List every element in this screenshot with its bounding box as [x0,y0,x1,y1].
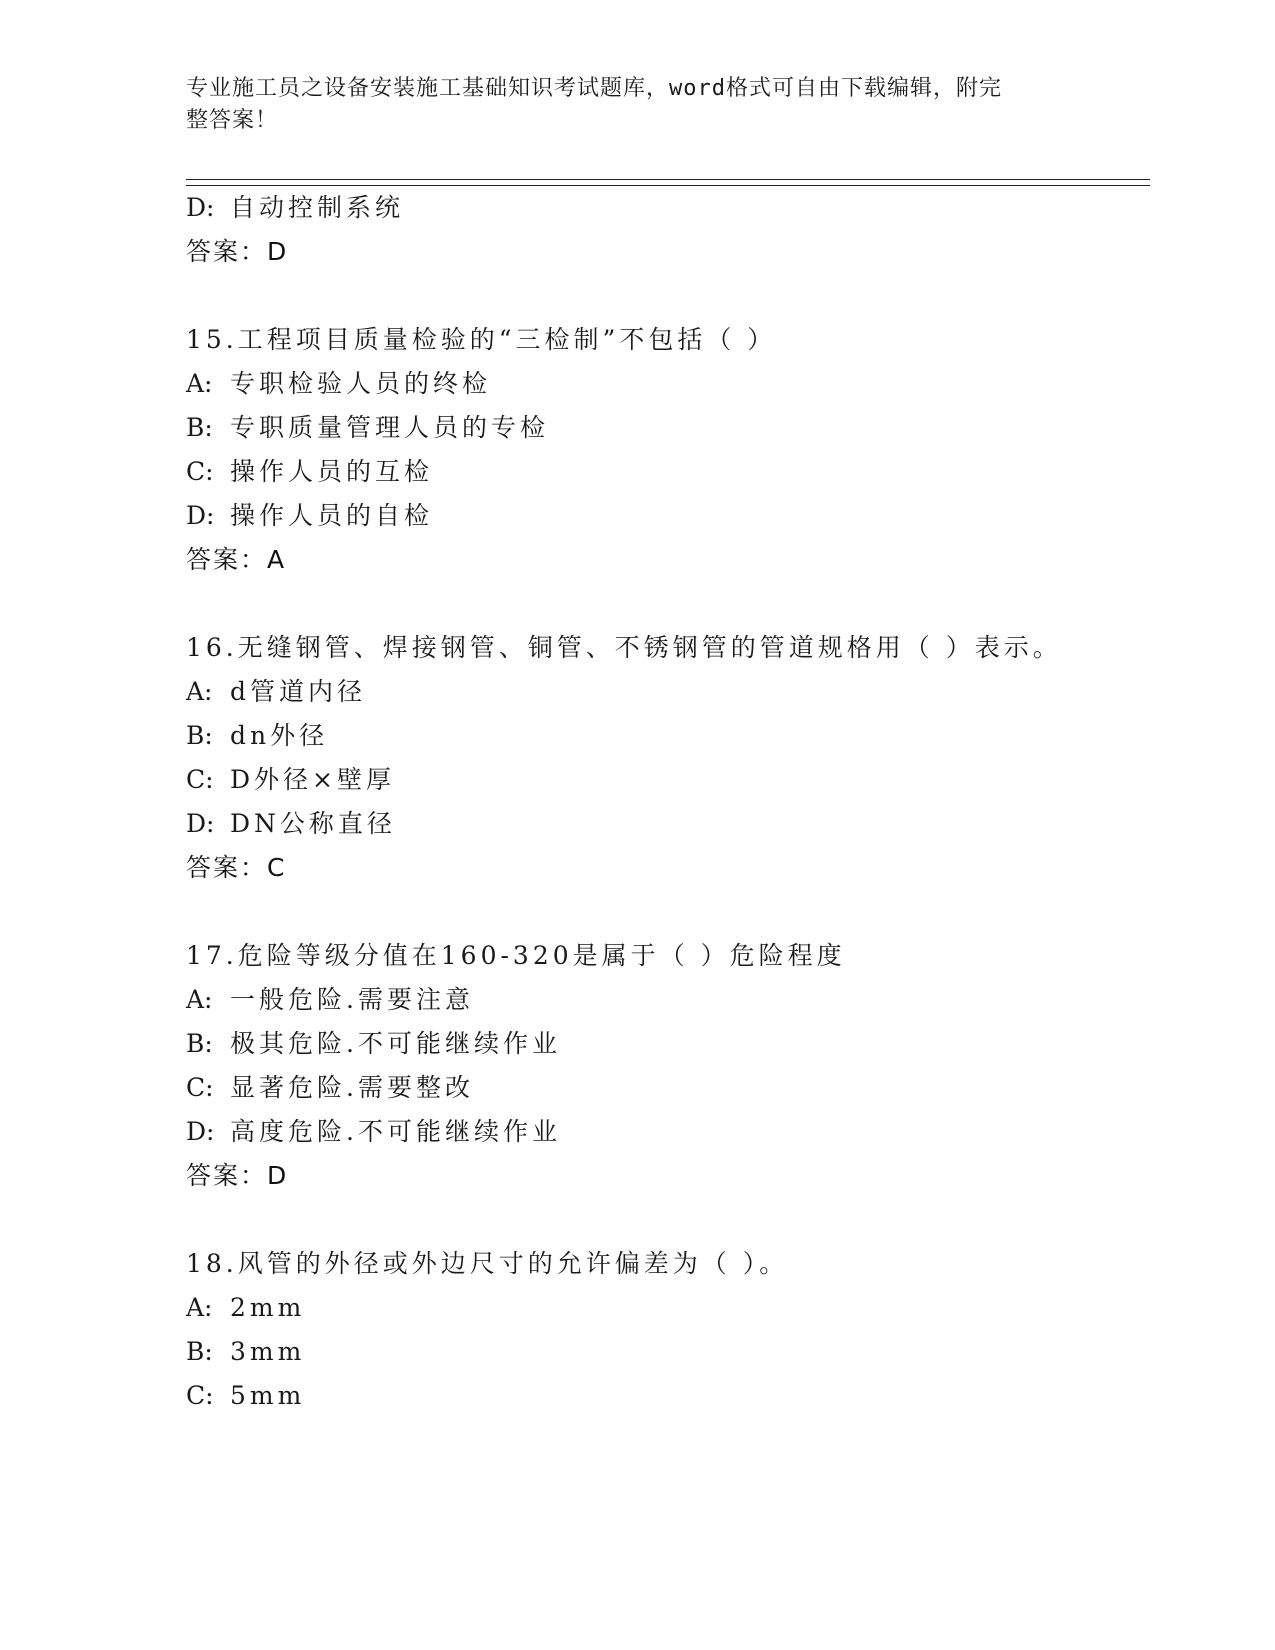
q15-option-c [186,455,433,489]
option-label: C: [186,765,214,794]
option-label: D: [186,809,215,838]
option-label: A: [186,985,213,1014]
q16-option-c [186,763,395,797]
header-line-1: 专业施工员之设备安装施工基础知识考试题库，word格式可自由下载编辑，附完 [186,76,1002,101]
option-text: 显著危险.需要整改 [230,1073,474,1102]
q17-option-c [186,1071,474,1105]
option-text: 高度危险.不可能继续作业 [230,1117,561,1146]
q15-option-b [186,411,549,445]
option-text: dn外径 [230,721,329,750]
q17-option-d [186,1115,561,1149]
q14-answer: 答案：D [186,237,289,266]
q17-stem: 17.危险等级分值在160-320是属于（ ）危险程度 [186,941,846,970]
header-divider-bottom [186,185,1150,186]
option-label: D: [186,193,215,222]
q15-stem: 15.工程项目质量检验的“三检制”不包括（ ） [186,325,777,354]
option-text: D外径×壁厚 [230,765,395,794]
q14-option-d [186,191,404,225]
q16-option-b [186,719,328,753]
option-text: 操作人员的互检 [230,457,434,486]
header-line-2: 整答案！ [186,108,279,133]
option-label: B: [186,413,213,442]
option-text: 操作人员的自检 [230,501,434,530]
option-text: 自动控制系统 [230,193,405,222]
q18-option-b [186,1335,305,1369]
q16-option-a [186,675,366,709]
q17-answer: 答案：D [186,1161,289,1190]
option-label: D: [186,501,215,530]
q16-answer: 答案：C [186,853,287,882]
q18-option-a [186,1291,305,1325]
option-text: 专职质量管理人员的专检 [230,413,550,442]
option-label: B: [186,1029,213,1058]
option-label: A: [186,369,213,398]
header-divider-top [186,179,1150,180]
option-label: A: [186,1293,213,1322]
option-label: D: [186,1117,215,1146]
option-label: C: [186,457,214,486]
option-label: B: [186,721,213,750]
option-text: DN公称直径 [230,809,396,838]
option-label: A: [186,677,213,706]
q17-option-a [186,983,474,1017]
q15-answer: 答案：A [186,545,287,574]
option-text: 3mm [230,1337,306,1366]
option-label: C: [186,1073,214,1102]
q16-option-d [186,807,396,841]
option-text: d管道内径 [230,677,367,706]
option-text: 2mm [230,1293,306,1322]
option-text: 5mm [230,1381,306,1410]
q15-option-a [186,367,491,401]
document-header [186,73,1066,137]
q18-stem: 18.风管的外径或外边尺寸的允许偏差为（ ）。 [186,1249,789,1278]
q16-stem: 16.无缝钢管、焊接钢管、铜管、不锈钢管的管道规格用（ ）表示。 [186,633,1062,662]
q17-option-b [186,1027,561,1061]
q18-option-c [186,1379,305,1413]
option-text: 极其危险.不可能继续作业 [230,1029,561,1058]
option-label: C: [186,1381,214,1410]
q15-option-d [186,499,433,533]
option-text: 专职检验人员的终检 [230,369,492,398]
option-text: 一般危险.需要注意 [230,985,474,1014]
option-label: B: [186,1337,213,1366]
